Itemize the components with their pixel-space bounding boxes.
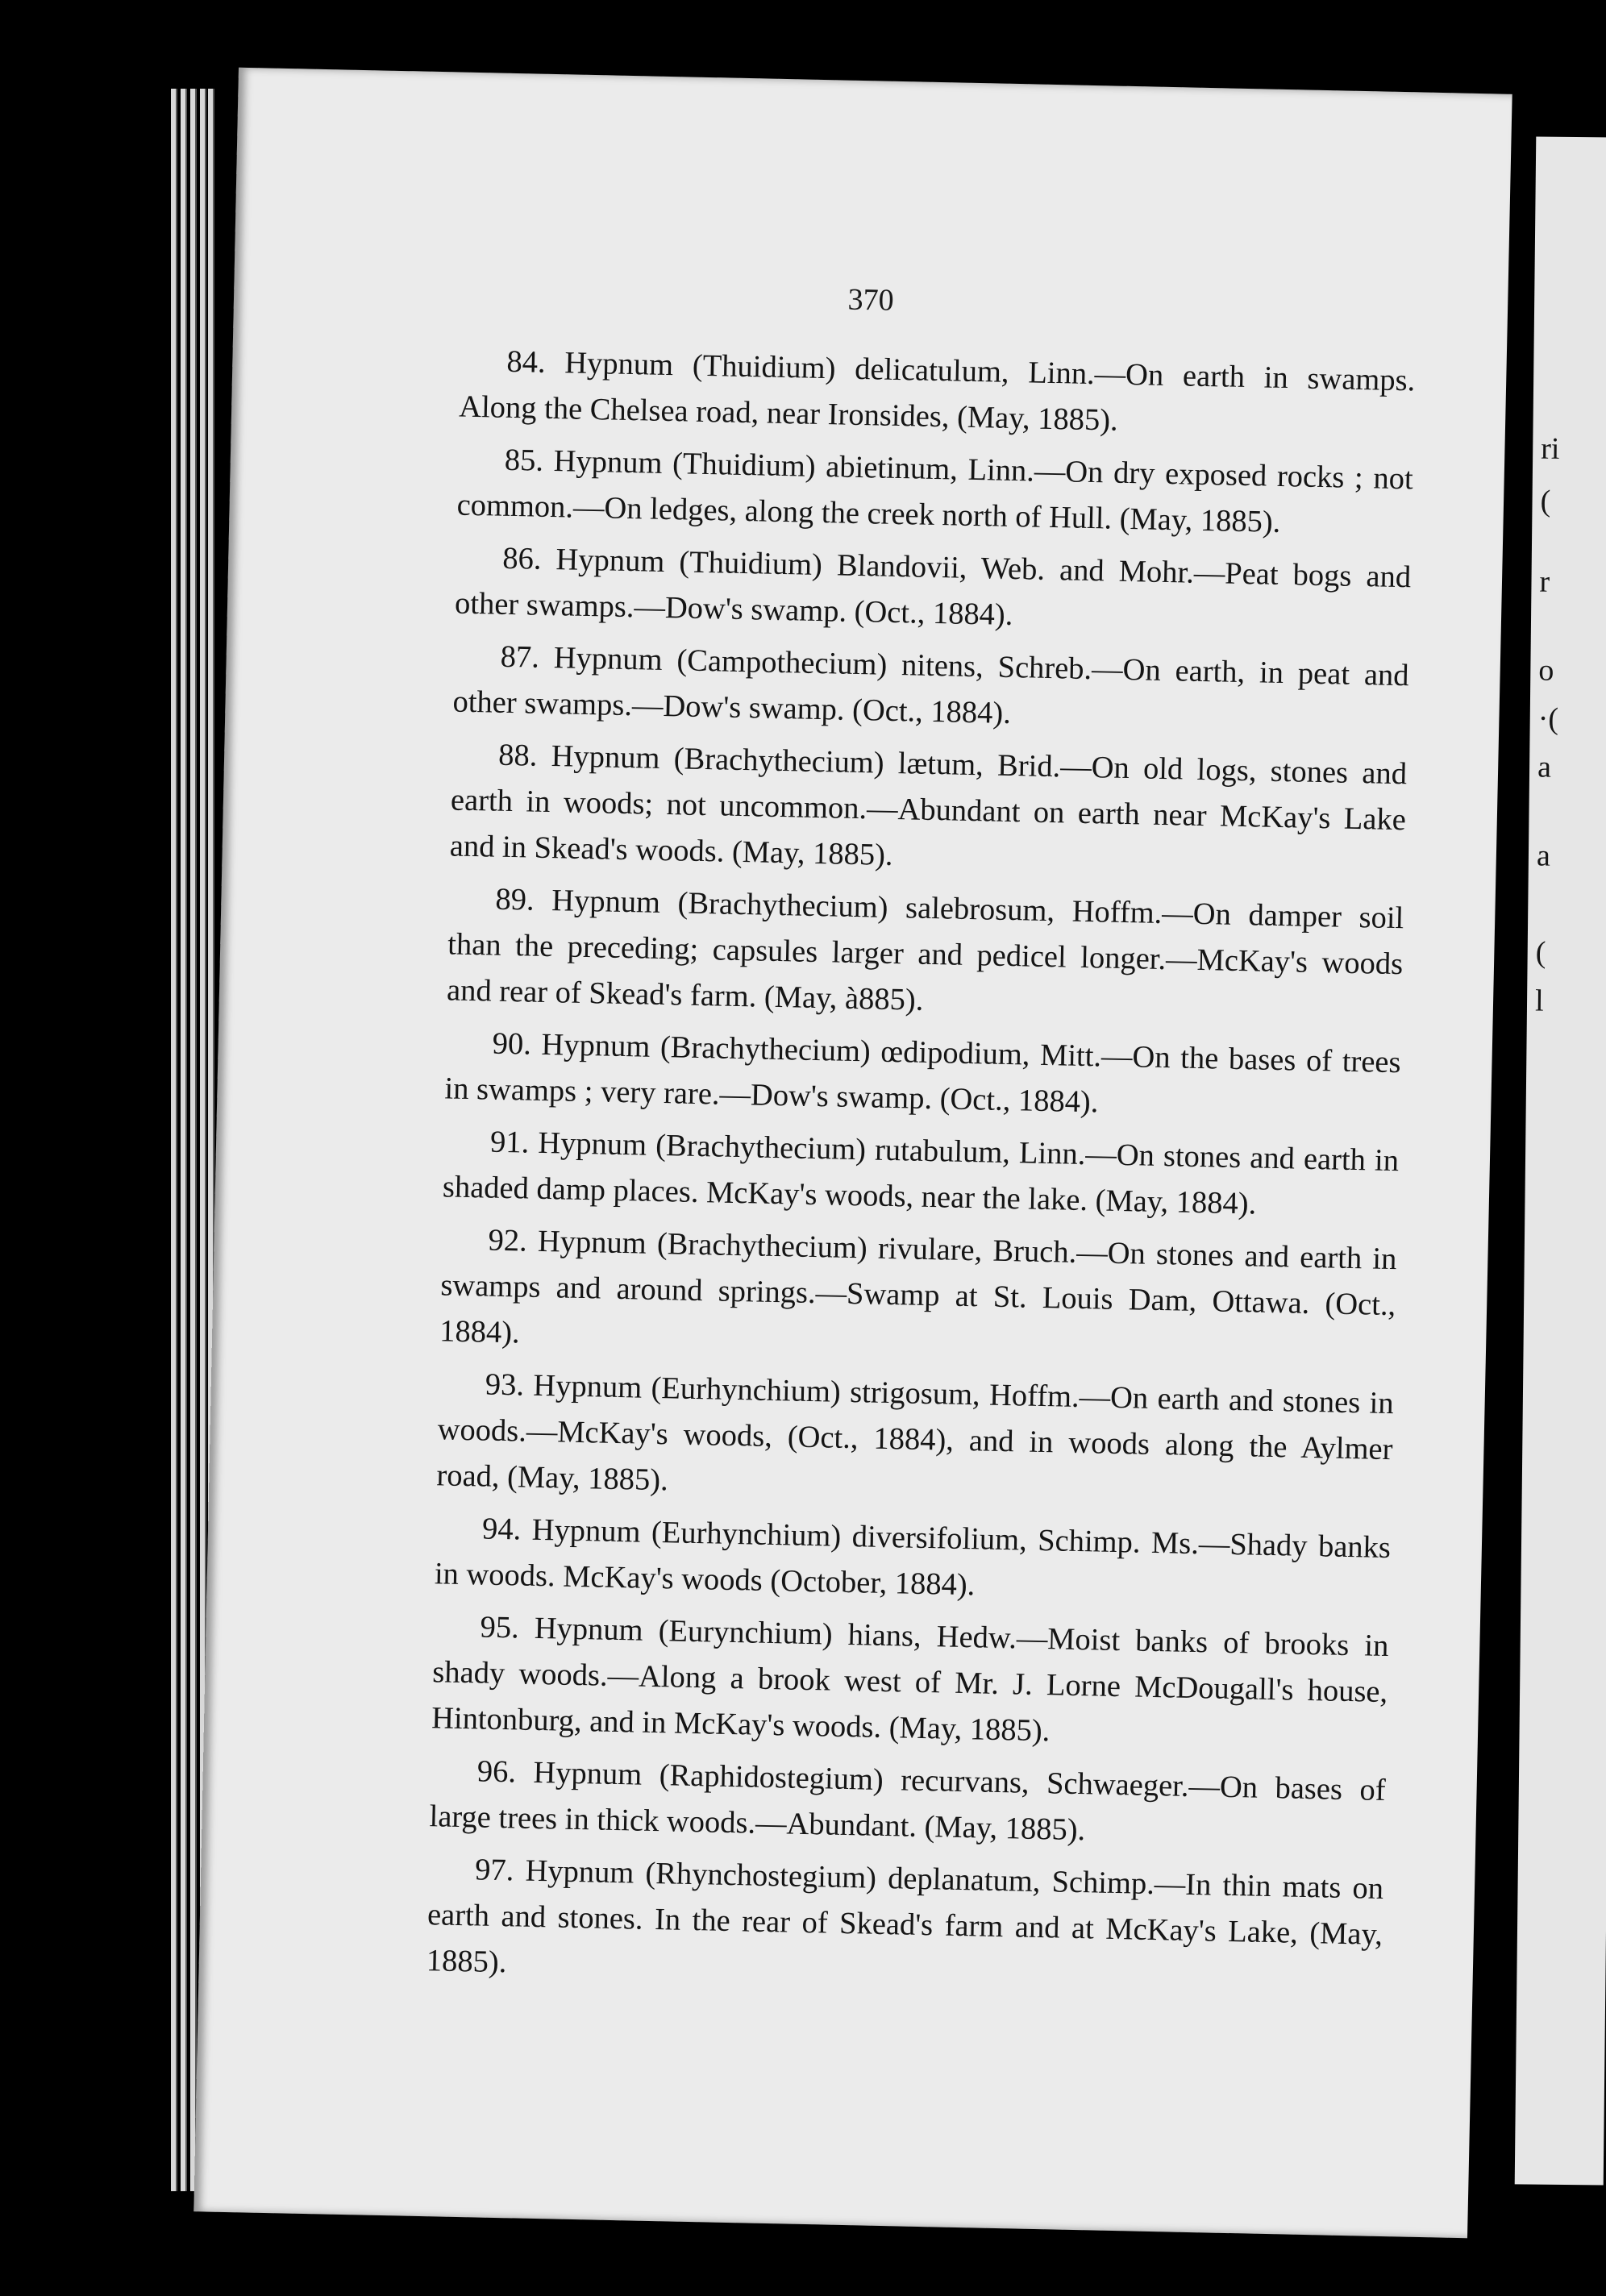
facing-page-strip — [1515, 136, 1606, 2185]
species-entry: 93. Hypnum (Eurhynchium) strigosum, Hoffm.—On earth and stones in woods.—McKay's woods, (Oct., 1884), and in woods along the Aylmer road, (May, 1885). — [436, 1367, 1395, 1498]
species-entry: 94. Hypnum (Eurhynchium) diversifolium, Schimp. Ms.—Shady banks in woods. McKay's woods (October, 1884). — [434, 1512, 1392, 1603]
species-entry: 90. Hypnum (Brachythecium) œdipodium, Mitt.—On the bases of trees in swamps ; very rare.—Dow's swamp. (Oct., 1884). — [444, 1026, 1401, 1120]
species-entry: 88. Hypnum (Brachythecium) lætum, Brid.—On old logs, stones and earth in woods; not uncommon.—Abundant on earth near McKay's Lake and in Skead's woods. (May, 1885). — [449, 738, 1408, 872]
species-entry: 86. Hypnum (Thuidium) Blandovii, Web. and Mohr.—Peat bogs and other swamps.—Dow's swamp. (Oct., 1884). — [454, 541, 1412, 633]
page-edge — [190, 89, 197, 2191]
species-entry: 85. Hypnum (Thuidium) abietinum, Linn.—On dry exposed rocks ; not common.—On ledges, along the creek north of Hull. (May, 1885). — [456, 443, 1414, 539]
species-entry: 92. Hypnum (Brachythecium) rivulare, Bruch.—On stones and earth in swamps and around springs.—Swamp at St. Louis Dam, Ottawa. (Oct., 1884). — [439, 1223, 1397, 1350]
facing-page-fragment: ( — [1540, 484, 1551, 518]
facing-page-fragment: ri — [1541, 431, 1560, 466]
species-entry: 96. Hypnum (Raphidostegium) recurvans, Schwaeger.—On bases of large trees in thick woods.—Abundant. (May, 1885). — [429, 1754, 1387, 1848]
book-page — [193, 68, 1512, 2239]
species-entry: 87. Hypnum (Campothecium) nitens, Schreb.—On earth, in peat and other swamps.—Dow's swamp. (Oct., 1884). — [452, 639, 1409, 730]
page-edge — [181, 89, 187, 2191]
facing-page-fragment: ·( — [1537, 701, 1559, 736]
species-entry: 91. Hypnum (Brachythecium) rutabulum, Linn.—On stones and earth in shaded damp places. McKay's woods, near the lake. (May, 1884). — [442, 1125, 1400, 1221]
species-entry: 89. Hypnum (Brachythecium) salebrosum, Hoffm.—On damper soil than the preceding; capsules larger and pedicel longer.—McKay's woods and rear of Skead's farm. (May, à885). — [446, 882, 1404, 1017]
page-edge — [171, 89, 177, 2191]
species-entry: 97. Hypnum (Rhynchostegium) deplanatum, Schimp.—In thin mats on earth and stones. In the rear of Skead's farm and at McKay's Lake, (May, 1885). — [426, 1853, 1384, 1980]
facing-page-fragment: l — [1534, 984, 1544, 1018]
species-entry: 84. Hypnum (Thuidium) delicatulum, Linn.—On earth in swamps. Along the Chelsea road, near Ironsides, (May, 1885). — [458, 344, 1416, 438]
facing-page-fragment: a — [1537, 750, 1552, 784]
species-list — [426, 339, 1416, 2011]
page-number: 370 — [847, 282, 895, 318]
facing-page-fragment: o — [1538, 653, 1554, 688]
facing-page-fragment: r — [1539, 564, 1550, 599]
facing-page-fragment: ( — [1535, 935, 1546, 970]
facing-page-fragment: a — [1536, 838, 1551, 873]
species-entry: 95. Hypnum (Eurynchium) hians, Hedw.—Moist banks of brooks in shady woods.—Along a brook west of Mr. J. Lorne McDougall's house, Hintonburg, and in McKay's woods. (May, 1885). — [431, 1610, 1389, 1749]
